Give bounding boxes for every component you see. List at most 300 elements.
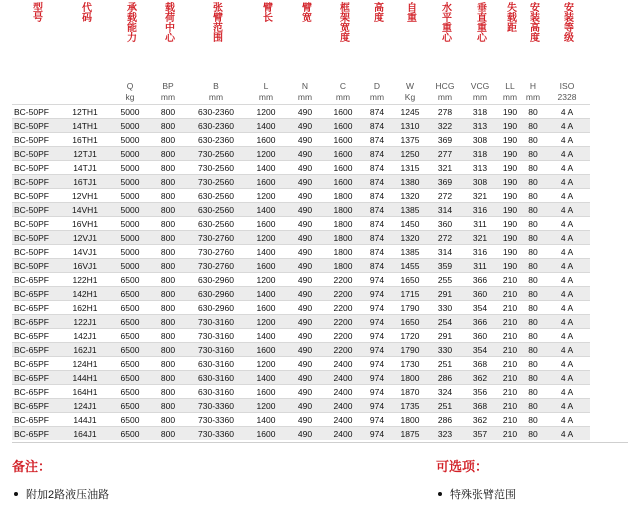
table-cell: 80 [522, 203, 544, 217]
notes-item [14, 486, 109, 502]
table-cell: 316 [462, 245, 498, 259]
table-row [12, 301, 590, 315]
table-cell: 4 A [544, 175, 590, 189]
table-cell: 6500 [110, 273, 150, 287]
column-header [437, 2, 453, 76]
table-cell: 4 A [544, 217, 590, 231]
table-cell: 800 [150, 427, 186, 441]
table-cell: 1800 [324, 203, 362, 217]
table-cell: 1600 [324, 147, 362, 161]
table-cell: 144H1 [60, 371, 110, 385]
table-cell: 1600 [246, 133, 286, 147]
table-cell: 4 A [544, 189, 590, 203]
table-cell: 190 [498, 161, 522, 175]
table-row [12, 413, 590, 427]
table-cell: 5000 [110, 133, 150, 147]
table-cell: BC-50PF [12, 203, 60, 217]
table-cell: 1800 [324, 231, 362, 245]
table-cell: 6500 [110, 329, 150, 343]
table-cell: 1800 [324, 245, 362, 259]
table-row [12, 245, 590, 259]
table-cell: 5000 [110, 175, 150, 189]
table-cell: 1870 [392, 385, 428, 399]
column-header-label: 型号 [30, 2, 42, 22]
column-symbol: ISO [559, 81, 575, 91]
table-cell: 1600 [324, 175, 362, 189]
table-cell: 1735 [392, 399, 428, 413]
column-unit: mm [160, 92, 176, 102]
table-cell: 80 [522, 329, 544, 343]
table-cell: 1650 [392, 315, 428, 329]
table-cell: 368 [462, 357, 498, 371]
column-header [122, 2, 138, 76]
table-cell: 1200 [246, 315, 286, 329]
table-cell: 490 [286, 245, 324, 259]
table-cell: 6500 [110, 287, 150, 301]
column-header-label: 高度 [371, 2, 383, 22]
column-symbol: Q [126, 81, 134, 91]
table-cell: 311 [462, 217, 498, 231]
table-cell: 164H1 [60, 385, 110, 399]
table-cell: 1245 [392, 105, 428, 119]
table-cell: 2200 [324, 287, 362, 301]
column-header-label: 水平重心 [439, 2, 451, 42]
table-cell: 286 [428, 371, 462, 385]
table-cell: 251 [428, 399, 462, 413]
table-cell: 630-2360 [186, 105, 246, 119]
table-cell: 1600 [246, 385, 286, 399]
column-symbol: H [529, 81, 537, 91]
table-cell: 730-3160 [186, 315, 246, 329]
table-cell: 80 [522, 385, 544, 399]
table-cell: 210 [498, 427, 522, 441]
table-cell: 80 [522, 133, 544, 147]
table-cell: 2400 [324, 385, 362, 399]
column-header-label: 自重 [404, 2, 416, 22]
table-cell: 630-2960 [186, 273, 246, 287]
column-unit: mm [369, 92, 385, 102]
table-cell: 16TH1 [60, 133, 110, 147]
table-cell: BC-65PF [12, 315, 60, 329]
column-header [369, 2, 385, 76]
table-cell: 5000 [110, 259, 150, 273]
table-cell: 1380 [392, 175, 428, 189]
column-unit: mm [258, 92, 274, 102]
table-row [12, 315, 590, 329]
table-cell: 80 [522, 217, 544, 231]
table-cell: 630-2360 [186, 133, 246, 147]
table-cell: 490 [286, 399, 324, 413]
column-unit: mm [437, 92, 453, 102]
table-cell: 874 [362, 259, 392, 273]
table-cell: 800 [150, 413, 186, 427]
table-cell: 490 [286, 427, 324, 441]
table-cell: 4 A [544, 147, 590, 161]
column-symbol: L [263, 81, 269, 91]
table-cell: 630-3160 [186, 385, 246, 399]
notes-item-text: 附加2路液压油路 [26, 489, 110, 501]
table-cell: 1200 [246, 189, 286, 203]
table-cell: 5000 [110, 189, 150, 203]
table-cell: 80 [522, 161, 544, 175]
column-header [502, 2, 518, 76]
table-cell: 6500 [110, 427, 150, 441]
table-cell: 80 [522, 119, 544, 133]
table-cell: 5000 [110, 161, 150, 175]
table-cell: 291 [428, 287, 462, 301]
table-cell: 800 [150, 245, 186, 259]
table-cell: 730-2760 [186, 259, 246, 273]
table-cell: 190 [498, 119, 522, 133]
table-cell: 490 [286, 203, 324, 217]
column-header-label: 安装高度 [527, 2, 539, 42]
table-cell: 2200 [324, 329, 362, 343]
table-row [12, 399, 590, 413]
table-cell: 360 [428, 217, 462, 231]
table-cell: BC-65PF [12, 329, 60, 343]
table-cell: 1800 [324, 189, 362, 203]
table-cell: 142J1 [60, 329, 110, 343]
table-cell: 874 [362, 245, 392, 259]
table-cell: 356 [462, 385, 498, 399]
table-cell: 4 A [544, 273, 590, 287]
table-cell: 630-2960 [186, 301, 246, 315]
table-cell: 162J1 [60, 343, 110, 357]
table-cell: 1715 [392, 287, 428, 301]
table-cell: 321 [462, 231, 498, 245]
table-cell: 800 [150, 147, 186, 161]
table-cell: 2400 [324, 371, 362, 385]
table-cell: 2200 [324, 273, 362, 287]
table-cell: 1400 [246, 203, 286, 217]
table-cell: 2400 [324, 399, 362, 413]
table-cell: 730-2560 [186, 175, 246, 189]
table-cell: 4 A [544, 259, 590, 273]
table-cell: 4 A [544, 105, 590, 119]
column-header-label: 框架宽度 [337, 2, 349, 42]
table-cell: 360 [462, 287, 498, 301]
table-cell: 314 [428, 203, 462, 217]
table-cell: 1200 [246, 357, 286, 371]
table-cell: 142H1 [60, 287, 110, 301]
table-cell: 490 [286, 231, 324, 245]
options-item-text: 特殊张臂范围 [450, 489, 516, 501]
table-cell: 330 [428, 301, 462, 315]
table-cell: 251 [428, 357, 462, 371]
column-symbol: HCG [435, 81, 455, 91]
table-cell: 359 [428, 259, 462, 273]
table-cell: 1730 [392, 357, 428, 371]
table-cell: 874 [362, 147, 392, 161]
unit-row [0, 92, 643, 103]
table-cell: 630-2560 [186, 189, 246, 203]
table-cell: 313 [462, 119, 498, 133]
table-cell: 322 [428, 119, 462, 133]
table-cell: 1200 [246, 147, 286, 161]
table-cell: 210 [498, 273, 522, 287]
table-cell: BC-50PF [12, 189, 60, 203]
table-cell: 354 [462, 301, 498, 315]
table-cell: 357 [462, 427, 498, 441]
table-cell: 5000 [110, 203, 150, 217]
table-cell: 4 A [544, 315, 590, 329]
table-cell: 1600 [246, 301, 286, 315]
table-cell: 12VJ1 [60, 231, 110, 245]
table-cell: 80 [522, 175, 544, 189]
table-cell: 974 [362, 273, 392, 287]
table-cell: 874 [362, 231, 392, 245]
table-cell: 1400 [246, 161, 286, 175]
table-cell: 80 [522, 105, 544, 119]
table-cell: 1600 [324, 105, 362, 119]
table-cell: 2400 [324, 427, 362, 441]
table-cell: 490 [286, 287, 324, 301]
table-cell: 330 [428, 343, 462, 357]
table-cell: 730-3160 [186, 343, 246, 357]
table-cell: 4 A [544, 133, 590, 147]
table-row [12, 189, 590, 203]
table-cell: 80 [522, 413, 544, 427]
table-cell: 974 [362, 413, 392, 427]
table-cell: 1200 [246, 231, 286, 245]
table-cell: 5000 [110, 105, 150, 119]
table-cell: 80 [522, 259, 544, 273]
column-header [402, 2, 418, 76]
table-cell: 874 [362, 105, 392, 119]
column-header-label: 臂宽 [299, 2, 311, 22]
table-cell: 800 [150, 259, 186, 273]
table-cell: 210 [498, 287, 522, 301]
table-cell: 1800 [392, 413, 428, 427]
table-cell: 490 [286, 161, 324, 175]
table-cell: BC-50PF [12, 231, 60, 245]
table-cell: 190 [498, 147, 522, 161]
table-cell: 210 [498, 413, 522, 427]
table-cell: 1310 [392, 119, 428, 133]
table-cell: 974 [362, 371, 392, 385]
table-cell: 190 [498, 175, 522, 189]
table-row [12, 147, 590, 161]
table-cell: 190 [498, 259, 522, 273]
table-cell: 12TJ1 [60, 147, 110, 161]
table-cell: 6500 [110, 315, 150, 329]
table-cell: 5000 [110, 245, 150, 259]
table-cell: 974 [362, 301, 392, 315]
table-cell: 16VJ1 [60, 259, 110, 273]
table-cell: 1800 [324, 217, 362, 231]
table-cell: 321 [462, 189, 498, 203]
table-cell: 490 [286, 329, 324, 343]
table-cell: 255 [428, 273, 462, 287]
table-cell: 210 [498, 315, 522, 329]
table-cell: 1600 [324, 161, 362, 175]
table-cell: BC-50PF [12, 245, 60, 259]
table-cell: 974 [362, 399, 392, 413]
table-cell: 800 [150, 343, 186, 357]
table-cell: 730-3360 [186, 427, 246, 441]
table-cell: 4 A [544, 203, 590, 217]
table-cell: 800 [150, 105, 186, 119]
table-cell: 272 [428, 231, 462, 245]
table-cell: 730-3160 [186, 329, 246, 343]
table-cell: 800 [150, 119, 186, 133]
table-cell: 800 [150, 161, 186, 175]
table-cell: 12VH1 [60, 189, 110, 203]
table-cell: BC-65PF [12, 343, 60, 357]
column-header [160, 2, 176, 76]
table-cell: 318 [462, 147, 498, 161]
table-cell: 800 [150, 217, 186, 231]
table-cell: 800 [150, 203, 186, 217]
table-cell: 190 [498, 231, 522, 245]
table-row [12, 133, 590, 147]
table-cell: 730-3360 [186, 399, 246, 413]
table-cell: 14TH1 [60, 119, 110, 133]
column-header [559, 2, 575, 76]
table-cell: 800 [150, 371, 186, 385]
table-cell: 974 [362, 329, 392, 343]
table-cell: 4 A [544, 161, 590, 175]
table-cell: 1375 [392, 133, 428, 147]
table-cell: 368 [462, 399, 498, 413]
table-cell: 210 [498, 357, 522, 371]
table-cell: 1800 [324, 259, 362, 273]
table-cell: BC-65PF [12, 399, 60, 413]
table-cell: 311 [462, 259, 498, 273]
table-cell: 190 [498, 245, 522, 259]
table-cell: 874 [362, 175, 392, 189]
table-cell: 730-2560 [186, 147, 246, 161]
table-cell: 5000 [110, 217, 150, 231]
column-unit: Kg [404, 92, 416, 102]
table-cell: BC-65PF [12, 385, 60, 399]
column-unit: mm [525, 92, 541, 102]
column-symbol: B [213, 81, 219, 91]
table-cell: BC-50PF [12, 147, 60, 161]
table-cell: 1650 [392, 273, 428, 287]
bullet-icon [438, 492, 442, 496]
table-cell: 362 [462, 371, 498, 385]
table-cell: 6500 [110, 371, 150, 385]
column-header [297, 2, 313, 76]
column-unit: kg [125, 92, 135, 102]
table-cell: 490 [286, 217, 324, 231]
column-header-label: 失载距 [504, 2, 516, 32]
table-row [12, 217, 590, 231]
table-cell: 490 [286, 385, 324, 399]
column-header-label: 张臂范围 [210, 2, 222, 42]
table-cell: 210 [498, 343, 522, 357]
table-row [12, 259, 590, 273]
column-unit: mm [472, 92, 488, 102]
table-cell: 2400 [324, 357, 362, 371]
column-symbol: N [301, 81, 309, 91]
column-header-label: 安装等级 [561, 2, 573, 42]
table-cell: 730-2760 [186, 231, 246, 245]
table-cell: 630-3160 [186, 357, 246, 371]
bullet-icon [14, 492, 18, 496]
column-header [472, 2, 488, 76]
table-cell: BC-65PF [12, 427, 60, 441]
table-cell: 800 [150, 329, 186, 343]
table-cell: 630-2560 [186, 217, 246, 231]
table-cell: 974 [362, 315, 392, 329]
table-cell: 6500 [110, 301, 150, 315]
table-row [12, 329, 590, 343]
header-labels-row [0, 0, 643, 78]
table-cell: BC-65PF [12, 357, 60, 371]
table-cell: 974 [362, 427, 392, 441]
table-cell: 874 [362, 119, 392, 133]
table-cell: 630-2560 [186, 203, 246, 217]
column-unit: mm [208, 92, 224, 102]
column-header-label: 载荷中心 [162, 2, 174, 42]
table-row [12, 343, 590, 357]
table-cell: 800 [150, 231, 186, 245]
table-cell: 12TH1 [60, 105, 110, 119]
table-cell: 277 [428, 147, 462, 161]
table-cell: 1200 [246, 399, 286, 413]
table-row [12, 203, 590, 217]
table-cell: 278 [428, 105, 462, 119]
column-symbol: C [339, 81, 347, 91]
table-cell: 369 [428, 175, 462, 189]
table-cell: 800 [150, 315, 186, 329]
table-cell: 490 [286, 273, 324, 287]
table-cell: BC-50PF [12, 259, 60, 273]
table-cell: 1720 [392, 329, 428, 343]
table-cell: 190 [498, 203, 522, 217]
table-cell: 630-2360 [186, 119, 246, 133]
table-cell: 80 [522, 315, 544, 329]
table-cell: 122H1 [60, 273, 110, 287]
table-cell: 1400 [246, 413, 286, 427]
table-cell: 4 A [544, 399, 590, 413]
table-cell: 6500 [110, 343, 150, 357]
table-cell: 16VH1 [60, 217, 110, 231]
table-cell: 321 [428, 161, 462, 175]
table-cell: 308 [462, 175, 498, 189]
table-cell: 874 [362, 217, 392, 231]
table-row [12, 371, 590, 385]
table-row [12, 175, 590, 189]
table-cell: 730-2560 [186, 161, 246, 175]
table-cell: 360 [462, 329, 498, 343]
table-cell: 490 [286, 371, 324, 385]
table-cell: 800 [150, 273, 186, 287]
table-cell: 80 [522, 371, 544, 385]
table-row [12, 287, 590, 301]
table-cell: 6500 [110, 413, 150, 427]
table-cell: 122J1 [60, 315, 110, 329]
table-cell: 1875 [392, 427, 428, 441]
table-cell: 210 [498, 371, 522, 385]
table-cell: 6500 [110, 385, 150, 399]
table-cell: 1400 [246, 245, 286, 259]
table-cell: 5000 [110, 231, 150, 245]
table-cell: 4 A [544, 343, 590, 357]
table-cell: 800 [150, 287, 186, 301]
table-cell: 1385 [392, 203, 428, 217]
table-row [12, 119, 590, 133]
table-cell: 1315 [392, 161, 428, 175]
table-cell: 490 [286, 315, 324, 329]
column-header-label: 臂长 [260, 2, 272, 22]
table-cell: 800 [150, 189, 186, 203]
table-cell: 2400 [324, 413, 362, 427]
table-cell: 2200 [324, 343, 362, 357]
column-unit: mm [335, 92, 351, 102]
